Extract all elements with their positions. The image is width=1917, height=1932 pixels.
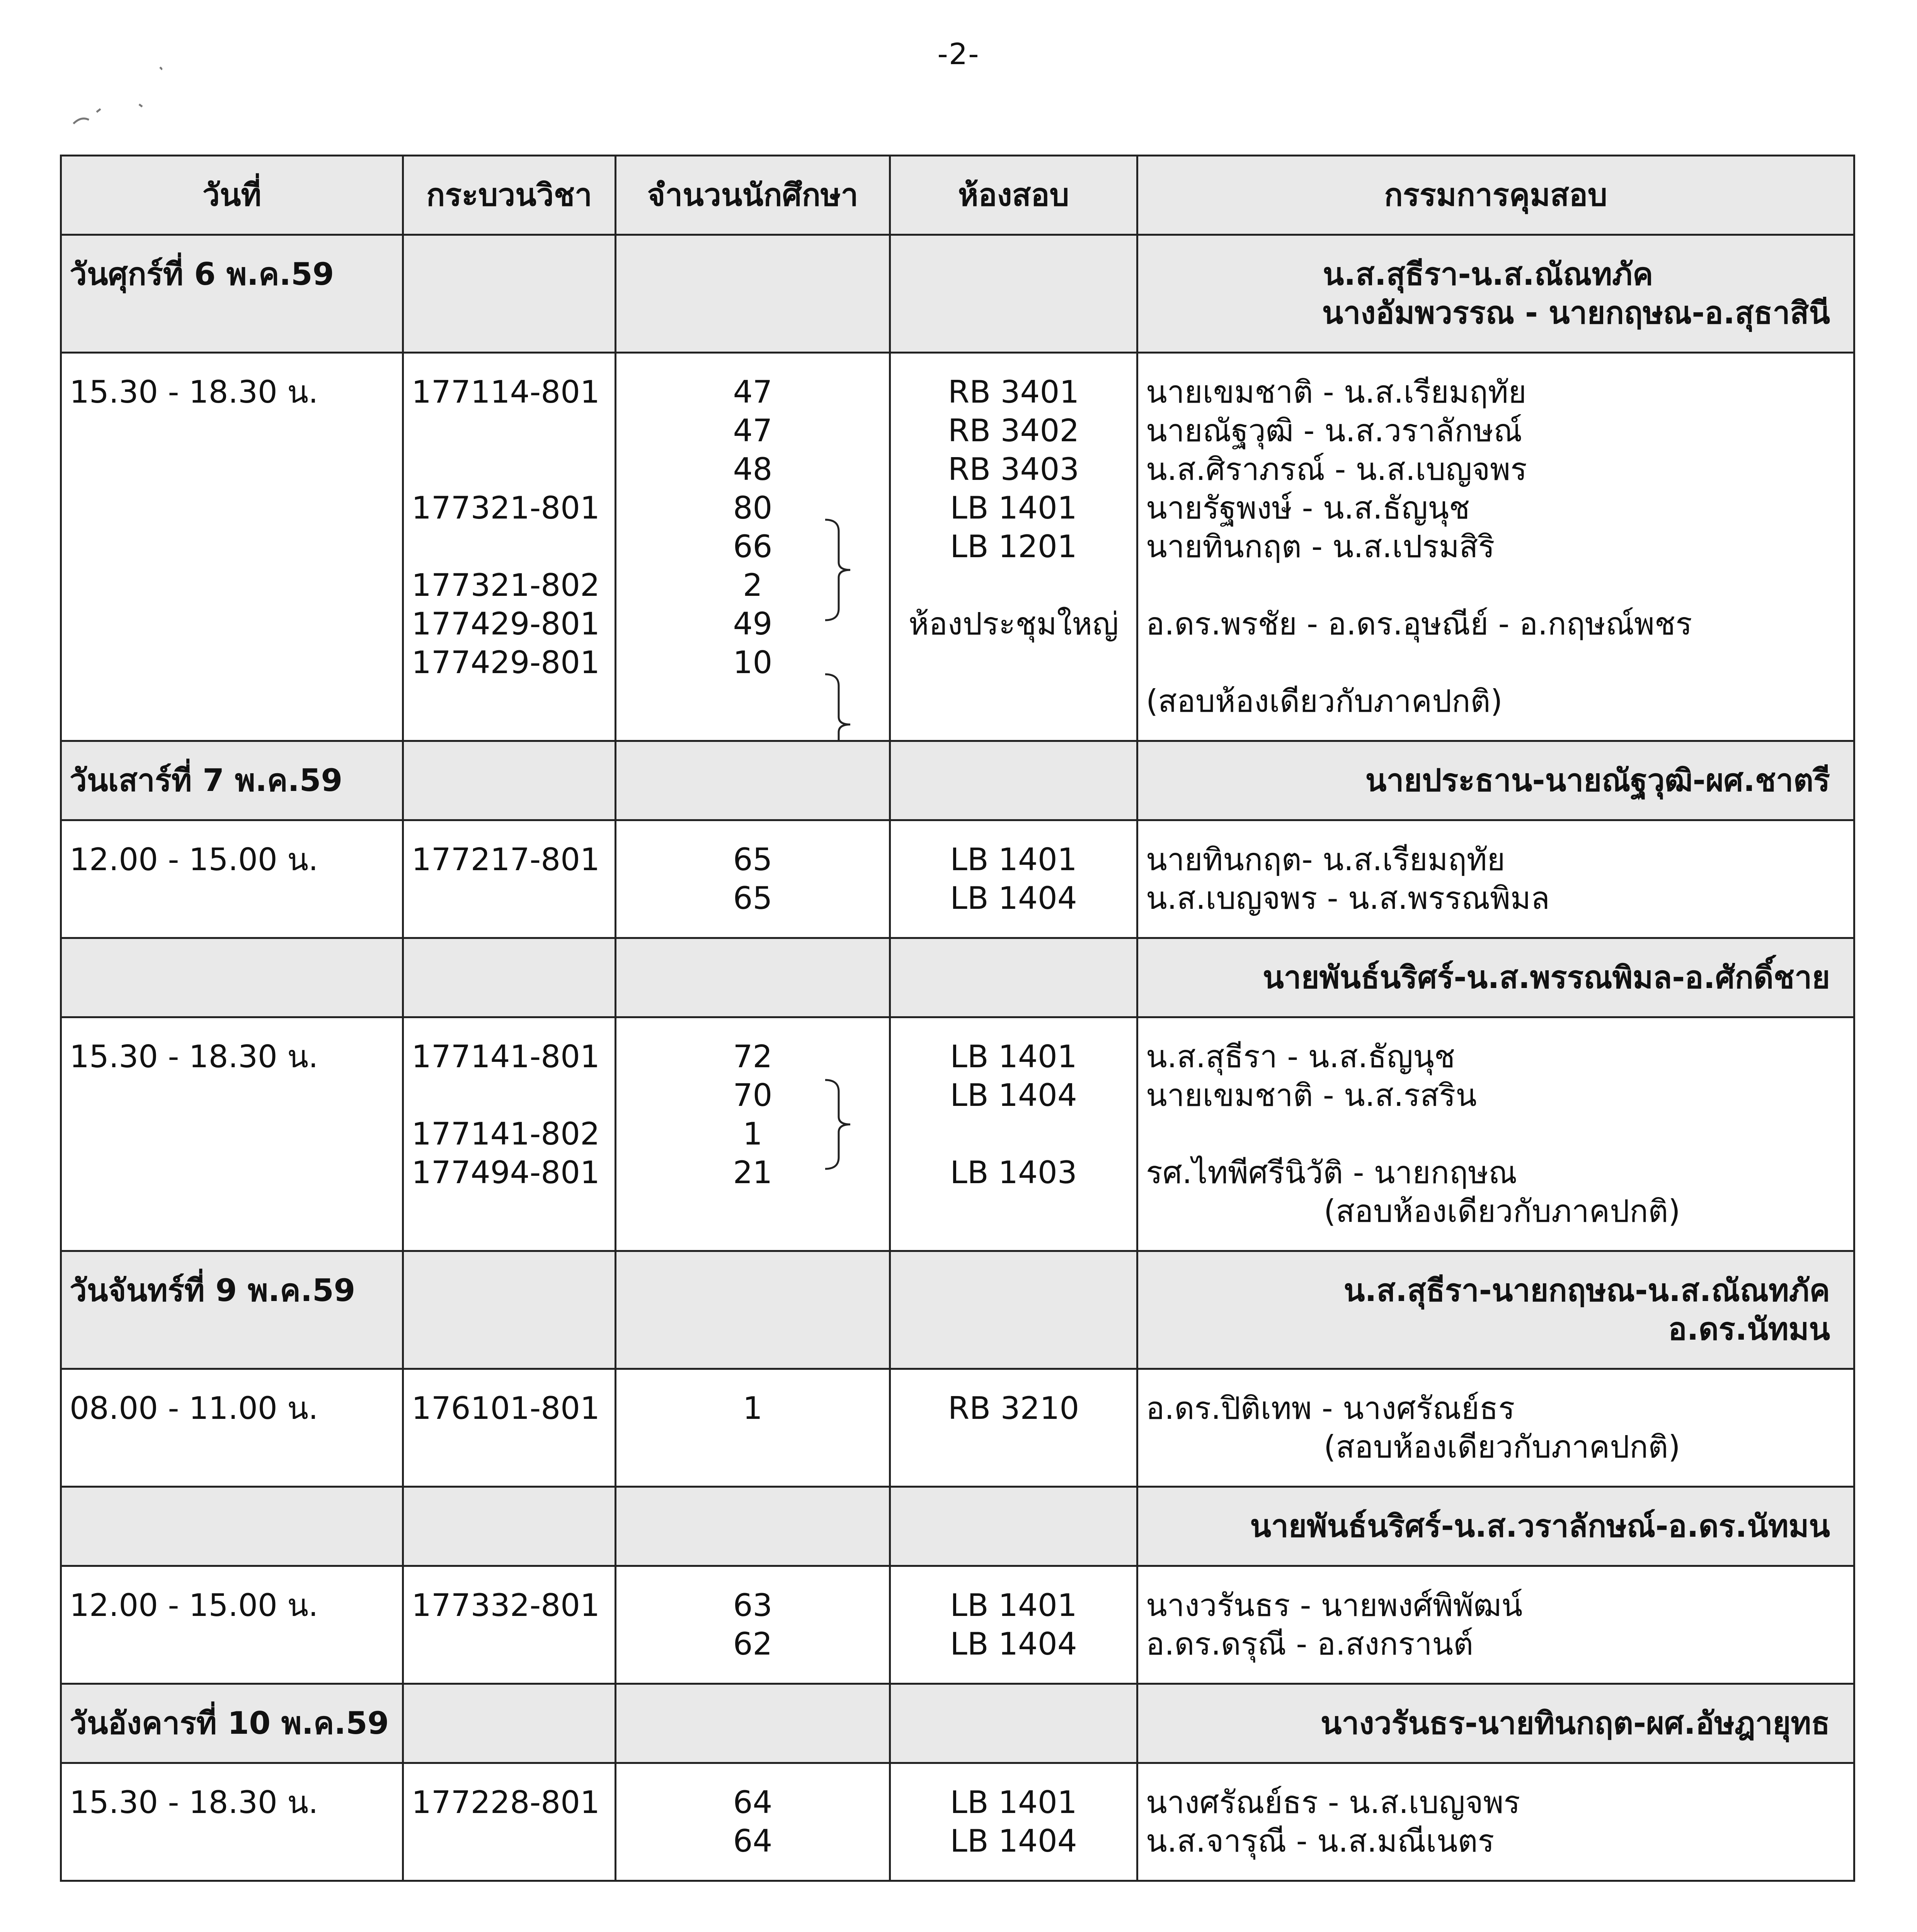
session-row: [61, 820, 1854, 938]
header-committee: กรรมการคุมสอบ: [1137, 156, 1854, 235]
day-header-row: [61, 235, 1854, 353]
day-committee: นางวรันธร-นายทินกฤต-ผศ.อัษฎายุทธ: [1137, 1684, 1854, 1763]
session-committee: นายพันธ์นริศร์-น.ส.พรรณพิมล-อ.ศักดิ์ชาย: [1137, 938, 1854, 1017]
day-date: วันศุกร์ที่ 6 พ.ค.59: [61, 235, 403, 353]
session-row: [61, 1017, 1854, 1251]
course-list: 177228-801: [403, 1763, 616, 1881]
note: (สอบห้องเดียวกับภาคปกติ): [1324, 1429, 1680, 1465]
day-date: วันเสาร์ที่ 7 พ.ค.59: [61, 741, 403, 820]
student-count-list: 65 65: [616, 820, 890, 938]
committee-line: นางอัมพวรรณ - นายกฤษณ-อ.สุธาสินี: [1322, 295, 1830, 331]
day-header-row: [61, 741, 1854, 820]
session-row: [61, 1566, 1854, 1684]
room-list: RB 3401 RB 3402 RB 3403 LB 1401 LB 1201 ห้องประชุมใหญ่: [890, 353, 1137, 741]
session-committee: นายพันธ์นริศร์-น.ส.วราลักษณ์-อ.ดร.นัทมน: [1137, 1487, 1854, 1566]
course-list: 177114-801 177321-801 177321-802 177429-801 177429-801: [403, 353, 616, 741]
day-date: วันอังคารที่ 10 พ.ค.59: [61, 1684, 403, 1763]
course-list: 176101-801: [403, 1369, 616, 1487]
committee-line: น.ส.สุธีรา-นายกฤษณ-น.ส.ณัณทภัค: [1343, 1272, 1830, 1308]
room-list: LB 1401 LB 1404: [890, 1763, 1137, 1881]
student-count-list: 63 62: [616, 1566, 890, 1684]
course-list: 177332-801: [403, 1566, 616, 1684]
student-count-list: 47 47 48 80 66 2 49 10: [616, 353, 890, 741]
proctor-list: นางวรันธร - นายพงศ์พิพัฒน์ อ.ดร.ดรุณี - อ.สงกรานต์: [1137, 1566, 1854, 1684]
student-count-list: 1: [616, 1369, 890, 1487]
day-header-row: [61, 1251, 1854, 1369]
proctor-list: นายทินกฤต- น.ส.เรียมฤทัย น.ส.เบญจพร - น.ส.พรรณพิมล: [1137, 820, 1854, 938]
session-row: [61, 1763, 1854, 1881]
day-header-row: [61, 1684, 1854, 1763]
pen-mark-decoration: [62, 54, 162, 131]
session-row: [61, 1369, 1854, 1487]
header-room: ห้องสอบ: [890, 156, 1137, 235]
session-time: 15.30 - 18.30 น.: [61, 1763, 403, 1881]
session-time: 12.00 - 15.00 น.: [61, 1566, 403, 1684]
day-committee: [1137, 1251, 1854, 1369]
day-committee: นายประธาน-นายณัฐวุฒิ-ผศ.ชาตรี: [1137, 741, 1854, 820]
header-date: วันที่: [61, 156, 403, 235]
session-time: 15.30 - 18.30 น.: [61, 1017, 403, 1251]
course-list: 177217-801: [403, 820, 616, 938]
session-header-row: [61, 1487, 1854, 1566]
session-header-row: [61, 938, 1854, 1017]
proctor-list: น.ส.สุธีรา - น.ส.ธัญนุช นายเขมชาติ - น.ส.รสริน รศ.ไทพีศรีนิวัติ - นายกฤษณ (สอบห้องเดียวกับภาคปกติ): [1137, 1017, 1854, 1251]
student-count-list: 72 70 1 21: [616, 1017, 890, 1251]
session-row: [61, 353, 1854, 741]
session-time: 15.30 - 18.30 น.: [61, 353, 403, 741]
course-list: 177141-801 177141-802 177494-801: [403, 1017, 616, 1251]
session-time: 08.00 - 11.00 น.: [61, 1369, 403, 1487]
header-course: กระบวนวิชา: [403, 156, 616, 235]
header-students: จำนวนนักศึกษา: [616, 156, 890, 235]
student-count-list: 64 64: [616, 1763, 890, 1881]
proctor-list: นายเขมชาติ - น.ส.เรียมฤทัย นายณัฐวุฒิ - น.ส.วราลักษณ์ น.ส.ศิราภรณ์ - น.ส.เบญจพร นายรัฐพงษ์ - น.ส.ธัญนุช นายทินกฤต - น.ส.เปรมสิริ อ.ดร.พรชัย - อ.ดร.อุษณีย์ - อ.กฤษณ์พชร (สอบห้องเดียวกับภาคปกติ): [1137, 353, 1854, 741]
room-list: LB 1401 LB 1404: [890, 820, 1137, 938]
room-list: RB 3210: [890, 1369, 1137, 1487]
page-number: -2-: [937, 37, 980, 71]
day-committee: [1137, 235, 1854, 353]
proctor-list: นางศรัณย์ธร - น.ส.เบญจพร น.ส.จารุณี - น.ส.มณีเนตร: [1137, 1763, 1854, 1881]
proctor-list: อ.ดร.ปิติเทพ - นางศรัณย์ธร (สอบห้องเดียวกับภาคปกติ): [1137, 1369, 1854, 1487]
committee-line: น.ส.สุธีรา-น.ส.ณัณทภัค: [1323, 256, 1653, 292]
table-header-row: [61, 156, 1854, 235]
session-time: 12.00 - 15.00 น.: [61, 820, 403, 938]
room-list: LB 1401 LB 1404 LB 1403: [890, 1017, 1137, 1251]
exam-schedule-table: [60, 155, 1855, 1882]
note: (สอบห้องเดียวกับภาคปกติ): [1146, 683, 1503, 719]
room-list: LB 1401 LB 1404: [890, 1566, 1137, 1684]
committee-line: อ.ดร.นัทมน: [1668, 1311, 1830, 1347]
note: (สอบห้องเดียวกับภาคปกติ): [1324, 1193, 1680, 1229]
day-date: วันจันทร์ที่ 9 พ.ค.59: [61, 1251, 403, 1369]
